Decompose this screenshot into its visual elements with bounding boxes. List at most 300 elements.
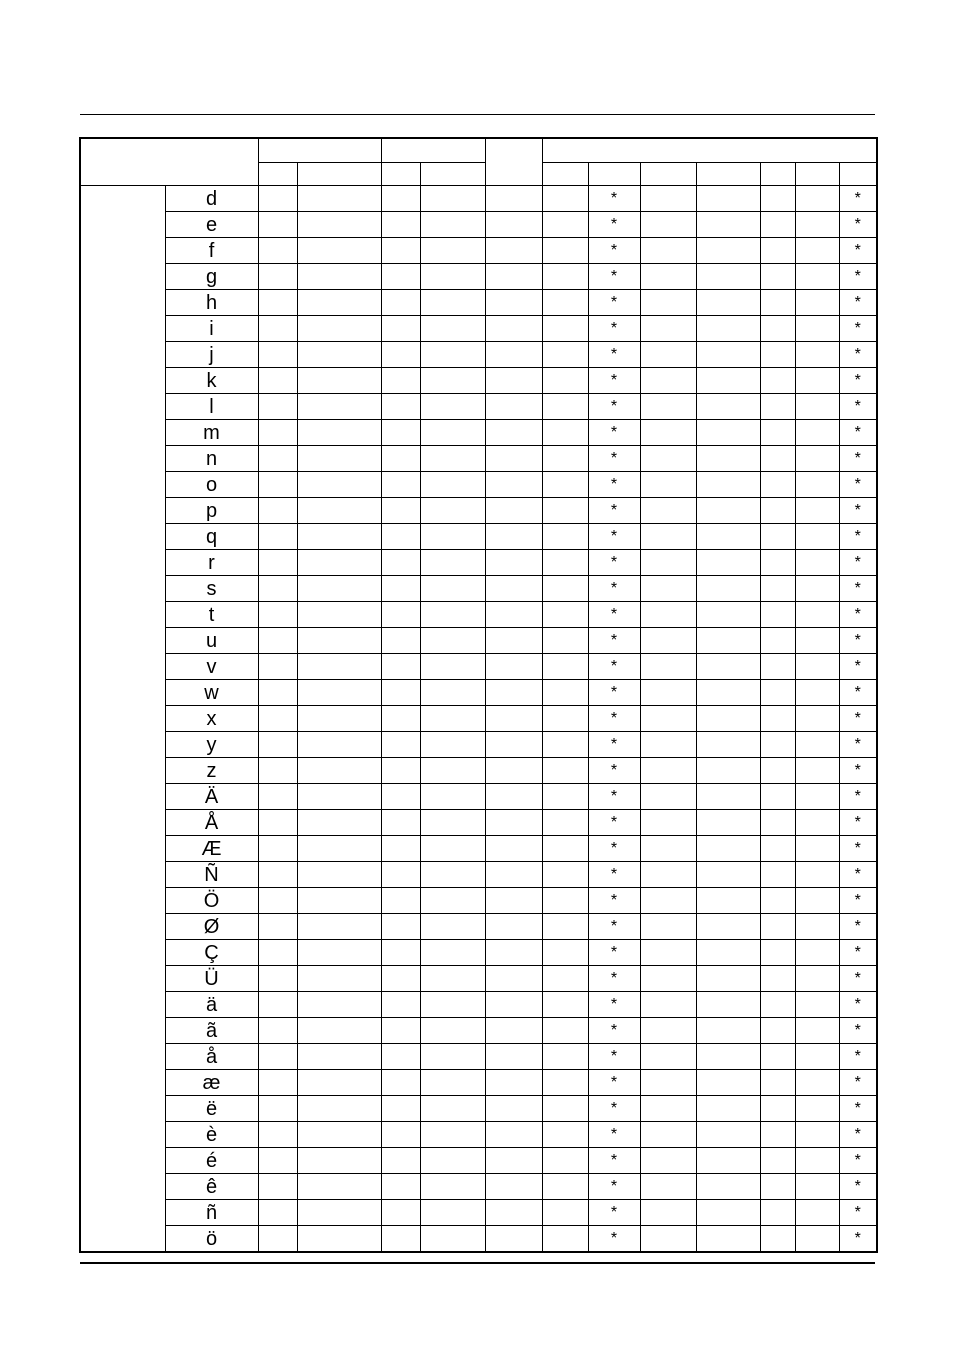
empty-cell (542, 680, 588, 706)
empty-cell (696, 966, 760, 992)
empty-cell (381, 784, 420, 810)
empty-cell (420, 1044, 485, 1070)
empty-cell (696, 1018, 760, 1044)
asterisk-mark: * (588, 940, 640, 966)
character-cell: g (165, 264, 258, 290)
asterisk-mark: * (588, 966, 640, 992)
empty-cell (795, 628, 839, 654)
table-row (80, 342, 877, 368)
empty-cell (420, 1148, 485, 1174)
empty-cell (258, 888, 297, 914)
empty-cell (640, 550, 696, 576)
empty-cell (485, 342, 542, 368)
character-cell: n (165, 446, 258, 472)
empty-cell (297, 836, 381, 862)
empty-cell (795, 368, 839, 394)
empty-cell (640, 1044, 696, 1070)
empty-cell (297, 1070, 381, 1096)
empty-cell (381, 888, 420, 914)
asterisk-mark: * (839, 524, 877, 550)
empty-cell (795, 758, 839, 784)
empty-cell (760, 368, 795, 394)
empty-cell (381, 472, 420, 498)
empty-cell (696, 1070, 760, 1096)
empty-cell (258, 420, 297, 446)
empty-cell (795, 550, 839, 576)
empty-cell (485, 1200, 542, 1226)
empty-cell (760, 290, 795, 316)
character-cell: Ö (165, 888, 258, 914)
empty-cell (258, 368, 297, 394)
empty-cell (485, 1070, 542, 1096)
empty-cell (795, 446, 839, 472)
empty-cell (542, 186, 588, 212)
empty-cell (795, 1018, 839, 1044)
empty-cell (696, 446, 760, 472)
empty-cell (795, 836, 839, 862)
empty-cell (381, 1070, 420, 1096)
empty-cell (258, 1018, 297, 1044)
empty-cell (485, 862, 542, 888)
empty-cell (795, 992, 839, 1018)
empty-cell (696, 1200, 760, 1226)
empty-cell (795, 186, 839, 212)
empty-cell (485, 368, 542, 394)
asterisk-mark: * (588, 706, 640, 732)
asterisk-mark: * (588, 1174, 640, 1200)
empty-cell (542, 550, 588, 576)
character-cell: v (165, 654, 258, 680)
empty-cell (760, 576, 795, 602)
empty-cell (760, 1226, 795, 1253)
character-cell: é (165, 1148, 258, 1174)
empty-cell (640, 680, 696, 706)
empty-cell (381, 524, 420, 550)
empty-cell (485, 940, 542, 966)
empty-cell (640, 576, 696, 602)
table-row (80, 498, 877, 524)
empty-cell (420, 316, 485, 342)
table-row (80, 368, 877, 394)
row-group-label-cell (80, 186, 165, 1253)
empty-cell (795, 212, 839, 238)
empty-cell (542, 420, 588, 446)
subheader-cell (588, 163, 640, 186)
empty-cell (760, 940, 795, 966)
empty-cell (542, 654, 588, 680)
empty-cell (640, 1174, 696, 1200)
empty-cell (258, 992, 297, 1018)
empty-cell (542, 992, 588, 1018)
empty-cell (696, 1122, 760, 1148)
empty-cell (381, 420, 420, 446)
empty-cell (485, 1018, 542, 1044)
empty-cell (420, 732, 485, 758)
empty-cell (542, 1122, 588, 1148)
empty-cell (420, 446, 485, 472)
asterisk-mark: * (839, 1122, 877, 1148)
empty-cell (297, 316, 381, 342)
character-cell: Ç (165, 940, 258, 966)
table-row (80, 394, 877, 420)
table-row (80, 862, 877, 888)
empty-cell (420, 836, 485, 862)
empty-cell (420, 394, 485, 420)
asterisk-mark: * (839, 1200, 877, 1226)
empty-cell (381, 810, 420, 836)
empty-cell (420, 238, 485, 264)
empty-cell (381, 992, 420, 1018)
empty-cell (485, 628, 542, 654)
empty-cell (485, 784, 542, 810)
empty-cell (542, 914, 588, 940)
empty-cell (795, 1226, 839, 1253)
empty-cell (696, 290, 760, 316)
asterisk-mark: * (588, 576, 640, 602)
empty-cell (696, 706, 760, 732)
asterisk-mark: * (839, 290, 877, 316)
empty-cell (485, 264, 542, 290)
asterisk-mark: * (839, 680, 877, 706)
empty-cell (640, 810, 696, 836)
table-row (80, 810, 877, 836)
empty-cell (297, 264, 381, 290)
empty-cell (542, 1096, 588, 1122)
empty-cell (485, 888, 542, 914)
asterisk-mark: * (839, 940, 877, 966)
empty-cell (485, 654, 542, 680)
empty-cell (640, 1226, 696, 1253)
empty-cell (696, 628, 760, 654)
table-row (80, 706, 877, 732)
empty-cell (795, 706, 839, 732)
asterisk-mark: * (588, 368, 640, 394)
empty-cell (696, 602, 760, 628)
character-cell: p (165, 498, 258, 524)
asterisk-mark: * (839, 1018, 877, 1044)
empty-cell (795, 1148, 839, 1174)
empty-cell (258, 524, 297, 550)
empty-cell (760, 446, 795, 472)
character-cell: Å (165, 810, 258, 836)
header-group-3 (542, 138, 877, 163)
empty-cell (297, 1200, 381, 1226)
empty-cell (640, 212, 696, 238)
empty-cell (696, 342, 760, 368)
table-row (80, 212, 877, 238)
asterisk-mark: * (588, 1096, 640, 1122)
empty-cell (258, 394, 297, 420)
empty-cell (297, 784, 381, 810)
character-cell: j (165, 342, 258, 368)
asterisk-mark: * (839, 472, 877, 498)
table-row (80, 316, 877, 342)
asterisk-mark: * (588, 342, 640, 368)
asterisk-mark: * (839, 342, 877, 368)
empty-cell (297, 992, 381, 1018)
empty-cell (795, 862, 839, 888)
empty-cell (640, 836, 696, 862)
empty-cell (485, 394, 542, 420)
empty-cell (381, 836, 420, 862)
empty-cell (795, 238, 839, 264)
empty-cell (795, 290, 839, 316)
empty-cell (381, 394, 420, 420)
asterisk-mark: * (839, 836, 877, 862)
empty-cell (640, 862, 696, 888)
asterisk-mark: * (588, 238, 640, 264)
asterisk-mark: * (839, 420, 877, 446)
empty-cell (297, 628, 381, 654)
asterisk-mark: * (588, 1226, 640, 1253)
empty-cell (420, 420, 485, 446)
subheader-cell (381, 163, 420, 186)
empty-cell (258, 238, 297, 264)
empty-cell (795, 576, 839, 602)
empty-cell (696, 550, 760, 576)
empty-cell (542, 862, 588, 888)
empty-cell (542, 628, 588, 654)
empty-cell (381, 602, 420, 628)
asterisk-mark: * (839, 446, 877, 472)
empty-cell (297, 290, 381, 316)
empty-cell (542, 602, 588, 628)
subheader-cell (696, 163, 760, 186)
empty-cell (297, 706, 381, 732)
empty-cell (760, 836, 795, 862)
asterisk-mark: * (588, 1122, 640, 1148)
asterisk-mark: * (588, 654, 640, 680)
empty-cell (760, 472, 795, 498)
empty-cell (297, 186, 381, 212)
asterisk-mark: * (588, 1070, 640, 1096)
empty-cell (542, 1018, 588, 1044)
empty-cell (795, 966, 839, 992)
character-cell: Ä (165, 784, 258, 810)
asterisk-mark: * (588, 628, 640, 654)
empty-cell (760, 1096, 795, 1122)
empty-cell (420, 784, 485, 810)
empty-cell (696, 758, 760, 784)
empty-cell (542, 1200, 588, 1226)
empty-cell (485, 810, 542, 836)
empty-cell (640, 654, 696, 680)
empty-cell (297, 862, 381, 888)
asterisk-mark: * (588, 472, 640, 498)
empty-cell (696, 212, 760, 238)
asterisk-mark: * (839, 1148, 877, 1174)
empty-cell (795, 810, 839, 836)
character-cell: ö (165, 1226, 258, 1253)
empty-cell (420, 758, 485, 784)
empty-cell (420, 1070, 485, 1096)
asterisk-mark: * (839, 888, 877, 914)
empty-cell (760, 1122, 795, 1148)
empty-cell (760, 524, 795, 550)
empty-cell (420, 680, 485, 706)
empty-cell (696, 732, 760, 758)
empty-cell (420, 862, 485, 888)
character-cell: q (165, 524, 258, 550)
empty-cell (795, 524, 839, 550)
asterisk-mark: * (839, 862, 877, 888)
empty-cell (420, 550, 485, 576)
character-cell: ê (165, 1174, 258, 1200)
subheader-cell (420, 163, 485, 186)
empty-cell (381, 706, 420, 732)
empty-cell (542, 1174, 588, 1200)
character-cell: Ñ (165, 862, 258, 888)
asterisk-mark: * (839, 1070, 877, 1096)
table-row (80, 628, 877, 654)
empty-cell (760, 680, 795, 706)
empty-cell (696, 810, 760, 836)
table-row (80, 1174, 877, 1200)
empty-cell (381, 1018, 420, 1044)
empty-cell (381, 914, 420, 940)
empty-cell (381, 368, 420, 394)
character-cell: r (165, 550, 258, 576)
empty-cell (760, 1174, 795, 1200)
empty-cell (420, 1018, 485, 1044)
table-row (80, 784, 877, 810)
empty-cell (381, 1200, 420, 1226)
empty-cell (420, 940, 485, 966)
character-cell: e (165, 212, 258, 238)
character-cell: l (165, 394, 258, 420)
asterisk-mark: * (588, 914, 640, 940)
empty-cell (485, 576, 542, 602)
asterisk-mark: * (839, 654, 877, 680)
empty-cell (297, 940, 381, 966)
empty-cell (297, 472, 381, 498)
empty-cell (640, 1200, 696, 1226)
empty-cell (542, 1044, 588, 1070)
character-cell: d (165, 186, 258, 212)
empty-cell (420, 472, 485, 498)
empty-cell (485, 1044, 542, 1070)
empty-cell (760, 238, 795, 264)
empty-cell (297, 342, 381, 368)
empty-cell (760, 732, 795, 758)
empty-cell (542, 732, 588, 758)
asterisk-mark: * (839, 810, 877, 836)
asterisk-mark: * (588, 524, 640, 550)
empty-cell (640, 368, 696, 394)
empty-cell (485, 732, 542, 758)
empty-cell (795, 888, 839, 914)
empty-cell (640, 342, 696, 368)
table-row (80, 680, 877, 706)
empty-cell (420, 810, 485, 836)
character-table (79, 137, 878, 1253)
asterisk-mark: * (839, 706, 877, 732)
asterisk-mark: * (839, 1226, 877, 1253)
asterisk-mark: * (588, 784, 640, 810)
empty-cell (640, 1148, 696, 1174)
empty-cell (760, 784, 795, 810)
asterisk-mark: * (839, 758, 877, 784)
empty-cell (760, 212, 795, 238)
empty-cell (258, 966, 297, 992)
empty-cell (297, 420, 381, 446)
empty-cell (640, 264, 696, 290)
empty-cell (485, 498, 542, 524)
empty-cell (381, 732, 420, 758)
table-row (80, 888, 877, 914)
empty-cell (696, 420, 760, 446)
asterisk-mark: * (588, 836, 640, 862)
empty-cell (258, 550, 297, 576)
empty-cell (381, 680, 420, 706)
empty-cell (696, 940, 760, 966)
asterisk-mark: * (588, 264, 640, 290)
empty-cell (381, 264, 420, 290)
asterisk-mark: * (839, 628, 877, 654)
empty-cell (696, 654, 760, 680)
empty-cell (420, 1174, 485, 1200)
table-row (80, 1122, 877, 1148)
character-cell: ñ (165, 1200, 258, 1226)
empty-cell (297, 654, 381, 680)
empty-cell (381, 576, 420, 602)
asterisk-mark: * (839, 992, 877, 1018)
empty-cell (542, 836, 588, 862)
empty-cell (696, 316, 760, 342)
empty-cell (542, 1148, 588, 1174)
asterisk-mark: * (839, 1174, 877, 1200)
empty-cell (542, 1070, 588, 1096)
asterisk-mark: * (588, 1148, 640, 1174)
empty-cell (542, 524, 588, 550)
empty-cell (640, 1070, 696, 1096)
asterisk-mark: * (839, 914, 877, 940)
header-group-1 (258, 138, 381, 163)
table-row (80, 1148, 877, 1174)
empty-cell (420, 1096, 485, 1122)
table-row (80, 940, 877, 966)
table-row (80, 576, 877, 602)
table-row (80, 1096, 877, 1122)
empty-cell (795, 914, 839, 940)
table-row (80, 758, 877, 784)
subheader-cell (542, 163, 588, 186)
table-row (80, 1226, 877, 1253)
empty-cell (258, 186, 297, 212)
asterisk-mark: * (839, 1044, 877, 1070)
empty-cell (760, 758, 795, 784)
empty-cell (258, 576, 297, 602)
character-cell: å (165, 1044, 258, 1070)
top-rule (80, 114, 875, 115)
subheader-cell (839, 163, 877, 186)
table-row (80, 186, 877, 212)
empty-cell (760, 888, 795, 914)
empty-cell (696, 576, 760, 602)
asterisk-mark: * (588, 498, 640, 524)
empty-cell (297, 1174, 381, 1200)
table-row (80, 420, 877, 446)
empty-cell (420, 1122, 485, 1148)
empty-cell (542, 940, 588, 966)
character-cell: è (165, 1122, 258, 1148)
empty-cell (542, 472, 588, 498)
empty-cell (420, 1200, 485, 1226)
empty-cell (258, 498, 297, 524)
asterisk-mark: * (839, 264, 877, 290)
empty-cell (760, 914, 795, 940)
empty-cell (640, 446, 696, 472)
